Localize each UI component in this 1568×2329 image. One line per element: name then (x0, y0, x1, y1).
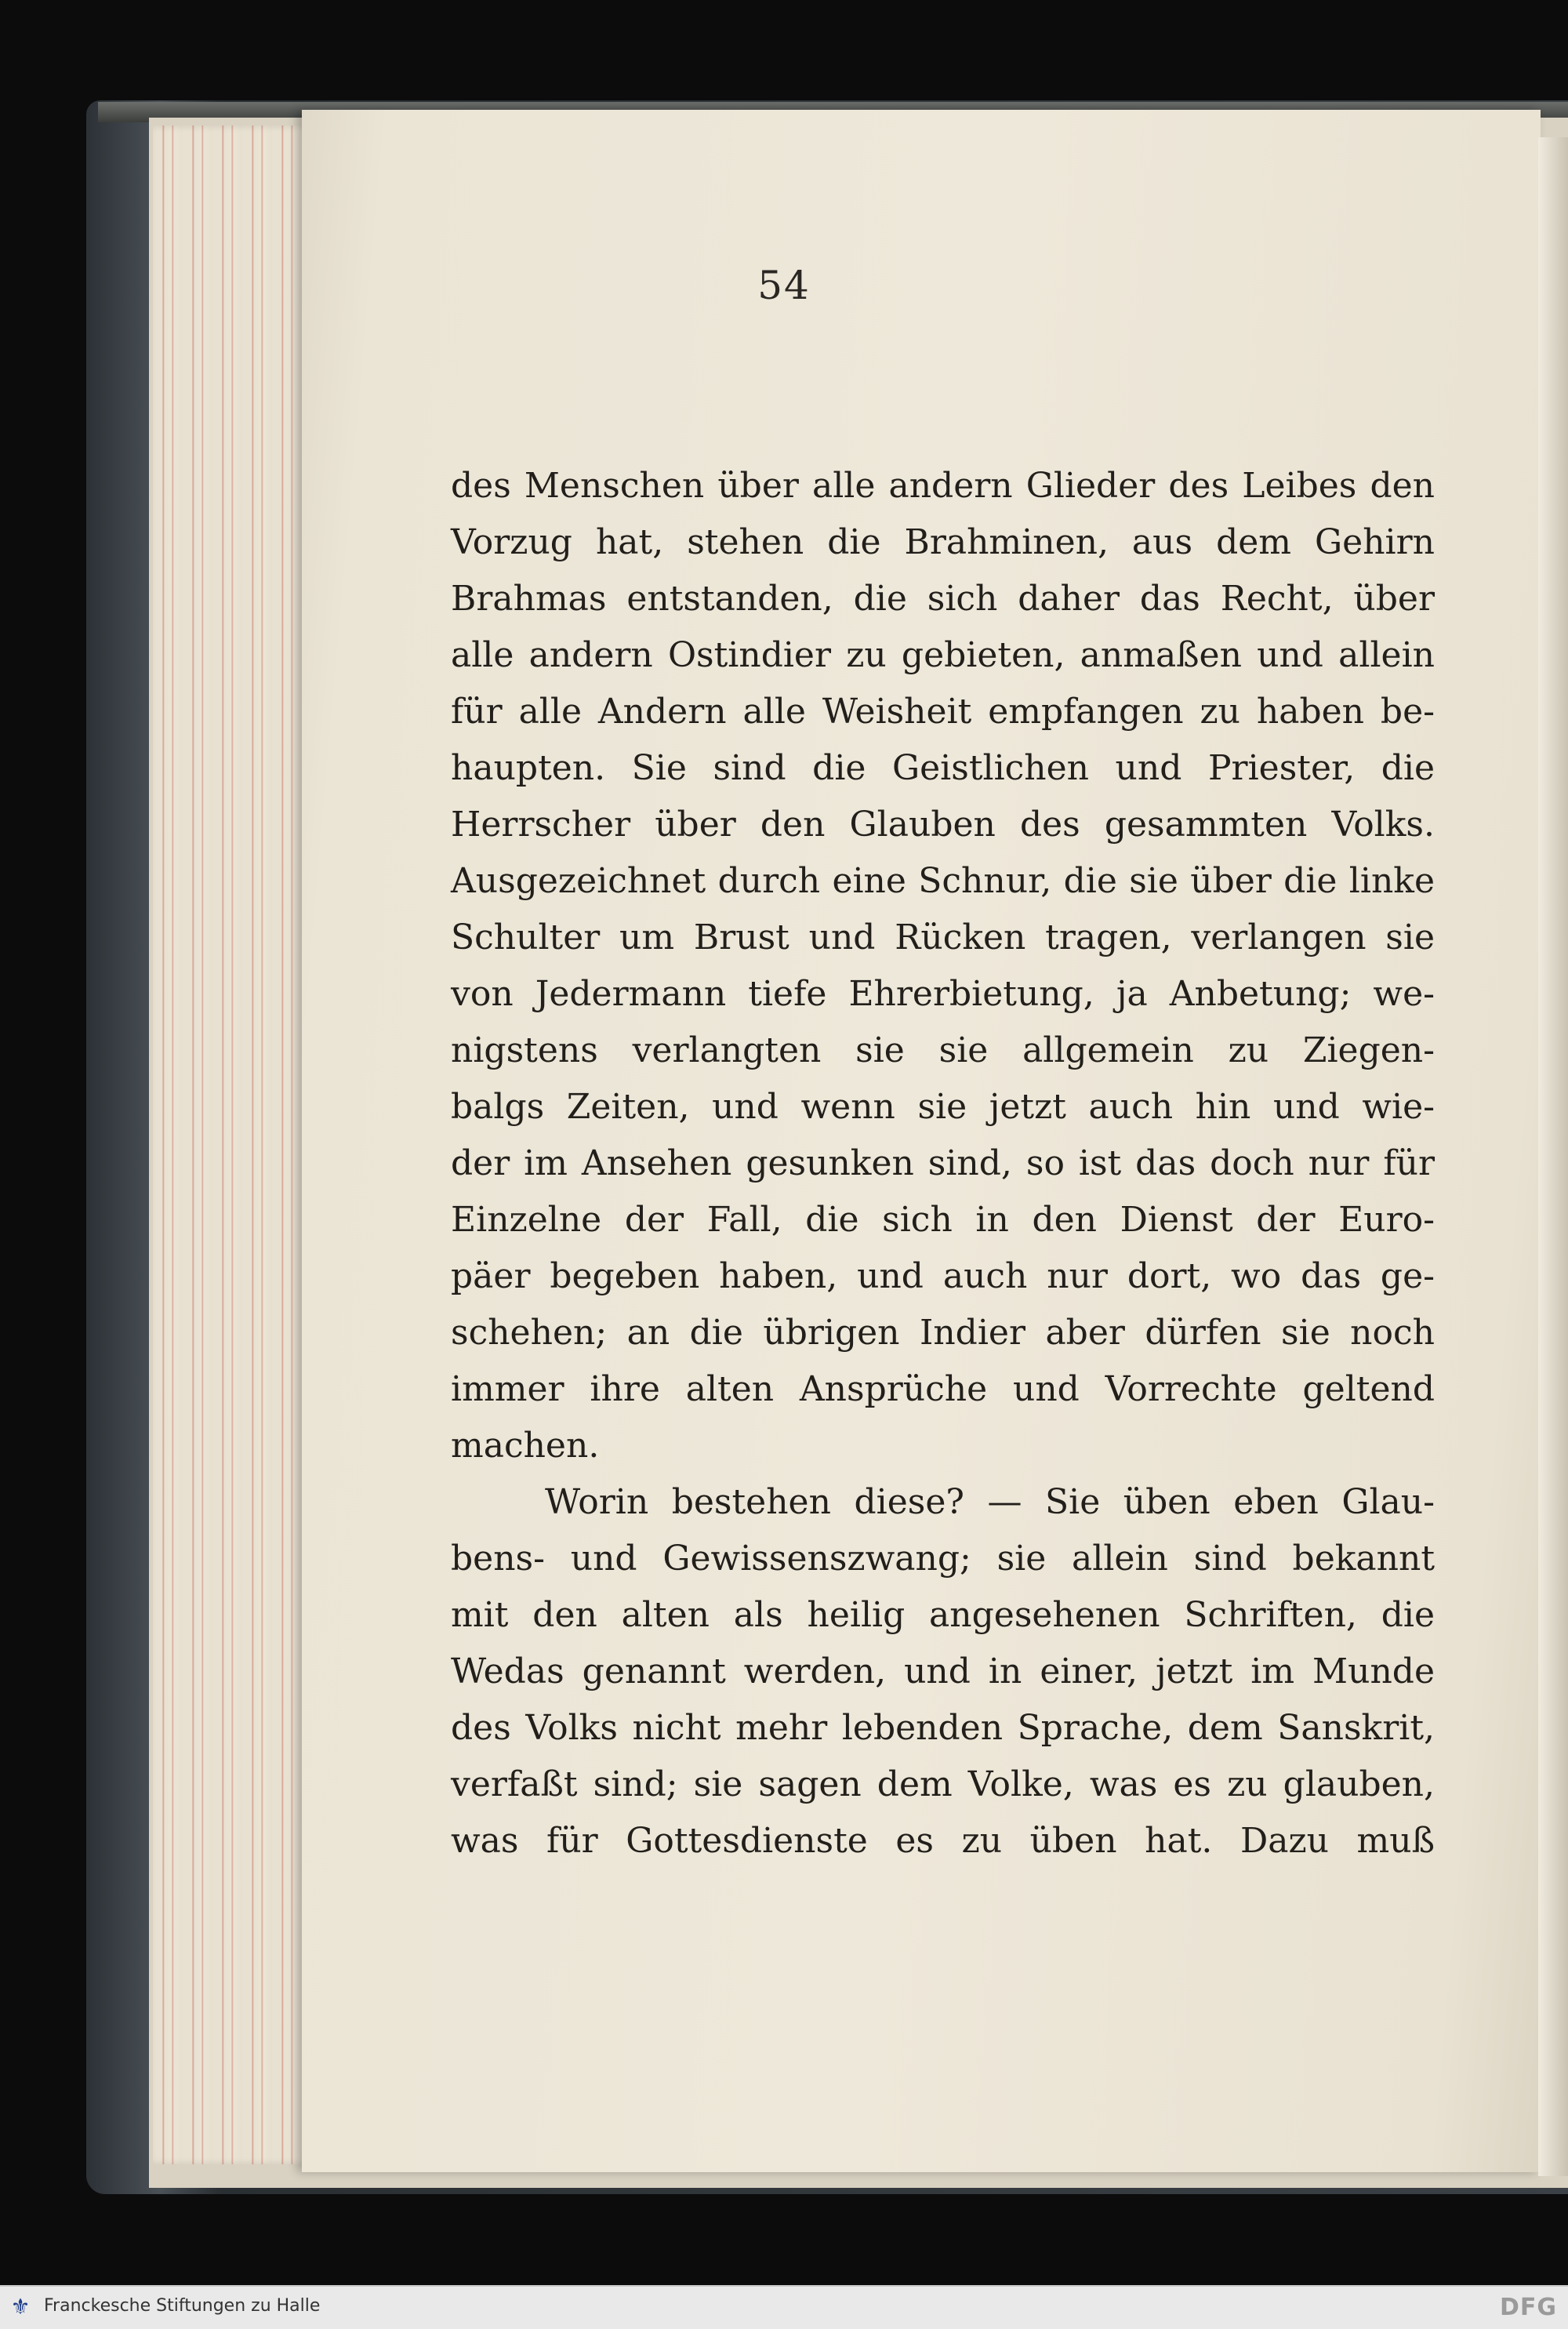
institution-name: Franckesche Stiftungen zu Halle (44, 2296, 321, 2316)
viewer-footer (0, 2285, 1568, 2329)
text-line: des Volks nicht mehr lebenden Sprache, dem Sanskrit, (451, 1708, 1435, 1748)
text-line: was für Gottesdienste es zu üben hat. Dazu muß (451, 1821, 1435, 1861)
page-edges (153, 125, 314, 2164)
text-line: für alle Andern alle Weisheit empfangen zu haben be- (451, 692, 1435, 732)
text-line: mit den alten als heilig angesehenen Schriften, die (451, 1595, 1435, 1635)
text-line: des Menschen über alle andern Glieder des Leibes den (451, 466, 1435, 506)
text-line: Worin bestehen diese? — Sie üben eben Glau- (545, 1482, 1435, 1522)
text-line: päer begeben haben, und auch nur dort, wo das ge- (451, 1256, 1435, 1296)
institution-logo-icon: ⚜ (10, 2294, 31, 2320)
text-line: verfaßt sind; sie sagen dem Volke, was es zu glauben, (451, 1764, 1435, 1804)
text-line: immer ihre alten Ansprüche und Vorrechte geltend (451, 1369, 1435, 1409)
text-line: bens- und Gewissenszwang; sie allein sind bekannt (451, 1539, 1435, 1579)
text-line: Einzelne der Fall, die sich in den Dienst der Euro- (451, 1200, 1435, 1240)
text-line: alle andern Ostindier zu gebieten, anmaßen und allein (451, 635, 1435, 675)
text-line: Vorzug hat, stehen die Brahminen, aus dem Gehirn (451, 522, 1435, 562)
page-number: 54 (757, 263, 811, 308)
dfg-logo: DFG (1499, 2294, 1557, 2321)
text-line: von Jedermann tiefe Ehrerbietung, ja Anbetung; we- (451, 974, 1435, 1014)
text-line: balgs Zeiten, und wenn sie jetzt auch hin und wie- (451, 1087, 1435, 1127)
text-line: Schulter um Brust und Rücken tragen, verlangen sie (451, 917, 1435, 957)
text-line: haupten. Sie sind die Geistlichen und Priester, die (451, 748, 1435, 788)
text-line: Wedas genannt werden, und in einer, jetzt im Munde (451, 1651, 1435, 1691)
text-line: schehen; an die übrigen Indier aber dürfen sie noch (451, 1313, 1435, 1353)
text-line: machen. (451, 1426, 600, 1466)
text-line: Brahmas entstanden, die sich daher das Recht, über (451, 579, 1435, 619)
text-line: der im Ansehen gesunken sind, so ist das doch nur für (451, 1143, 1435, 1183)
text-line: Ausgezeichnet durch eine Schnur, die sie über die linke (451, 861, 1435, 901)
text-line: Herrscher über den Glauben des gesammten Volks. (451, 805, 1435, 845)
text-line: nigstens verlangten sie sie allgemein zu Ziegen- (451, 1030, 1435, 1070)
facing-page-edge (1538, 137, 1568, 2176)
